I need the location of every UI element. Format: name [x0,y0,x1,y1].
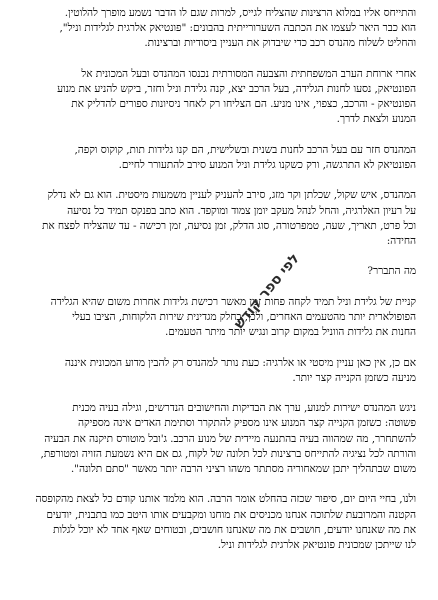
text-line: הפונטיאק לא התרגשה, ורק כשקנו גלידת וניל המנוע סירב להתעורר לחיים. [118,159,416,171]
text-line: אחרי ארוחת הערב המשפחתית והצבעה המסורתית נכנסו המהנדס ובעל המכונית אל [81,68,416,80]
text-line: אם כן, אין כאן עניין מיסטי או אלרגיה: כעת נותר למהנדס רק להבין מדוע המכונית איננה [64,357,416,369]
text-line: החנות את גלידות הווניל במקום קרוב ונגיש יותר מיתר הטעמים. [165,326,416,338]
text-line: מניעה כשזמן הקנייה קצר יותר. [292,372,416,384]
text-line: והתייחס אליו במלוא הרצינות שהצליח לגייס, למרות שגם לו הדבר נשמע מופרך להלוטין. [64,7,416,19]
text-line: המהנדס, איש שקול, שכלתן וקר מזג, סירב להעניק לעניין משמעות מיסטית. הוא גם לא נדלק [47,189,416,201]
text-line: והורתה לכל נציגיה להתייחס ברצינות לכל תלונה של לקוח, גם אם היא נשמעת הזויה ומטורפת, [40,448,416,460]
text-line: קניית של גלידת וניל תמיד לקחה פחות זמן מאשר רכישת גלידות אחרות משום שהיא הגלידה [50,296,416,308]
text-line: את מה שאנחנו יודעים, חושבים את מה שאנחנו חושבים, ובטוחים שאף אחד לא יוכל לגלות [53,524,416,536]
text-line: על רעיון האלרגיה, והחל לנהל מעקב יומן צמוד ומוקפד. הוא כתב בפנקס תמיד כל נסיעה [67,205,416,217]
text-line: הקטנה והמרובעת שלתוכה אנחנו מכניסים את מוחנו ומקבעים אותו היטב כמו בתבנית, יודעים [46,509,416,521]
text-line: הפונטיאק - והרכב, כצפוי, אינו מניע. הם הצליחו רק לאחר ניסיונות ספורים להדליק את [71,98,416,110]
text-line: המהנדס חזר עם בעל הרכב לחנות בשנית ובשלישית, הם קנו גלידות תות, קוקוס וקפה, [74,144,416,156]
text-line: מה התברר? [367,265,416,277]
text-line: ולנו, בחיי היום יום, סיפור שכזה בהחלט אומר הרבה. הוא מלמד אותנו קודם כל לצאת מהקופסה [35,493,416,505]
stamp: לפי ספר קודש [231,250,303,333]
text-line: החידה: [386,235,416,247]
text-line: הוא כבר היאר לעצמו את הכתבה השערורייתית בהבונים: "פונטיאק אלרגית לגלידות וניל", [59,22,416,34]
text-line: והחליט לשלוח מהנדס רכב כדי שיבדוק את העניין ביסודיות וברצינות. [144,37,416,49]
text-line: וכל פרט, תאריך, שעה, טמפרטורה, סוג הדלק, זמן נסיעה, זמן רכישה - עד שהצליח לפצח את [41,220,416,232]
text-line: הפופולארית יותר מהטעמים האחרים, ולכן, בחלק מגדינית שירות הלקוחות, הציבו בעלי [72,311,416,323]
text-line: לנו שייתכן שמכונית פונטיאק אלרגית לגלידות וניל. [217,539,416,551]
text-line: משום שבתהליך יתכן שמאחוריה מסתתר משהו רציני הרבה יותר מאשר "סתם תלונה". [70,463,416,475]
text-line: המנוע ולצאת לדרך. [336,113,416,125]
text-line: פשוטה: כשזמן הקנייה קצר המנוע אינו מספיק להתקרר וסתימת האדים אינה מספיקה [78,417,416,429]
text-line: ניגש המהנדס ישירות למנוע, ערך את הבדיקות והחישובים הנדרשים, וגילה בעיה מכנית [72,402,416,414]
text-line: להשתחרר, מה שמהווה בעיה בהתנעה מיידית של מנוע הרכב. ג'ובל מוטורס תיקנה את הבעיה [44,433,416,445]
text-line: הפונטיאק, נסעו לחנות הגלידה, בעל הרכב יצא, קנה גלידת וניל וחזר, ביקש להניע את מנוע [57,83,416,95]
